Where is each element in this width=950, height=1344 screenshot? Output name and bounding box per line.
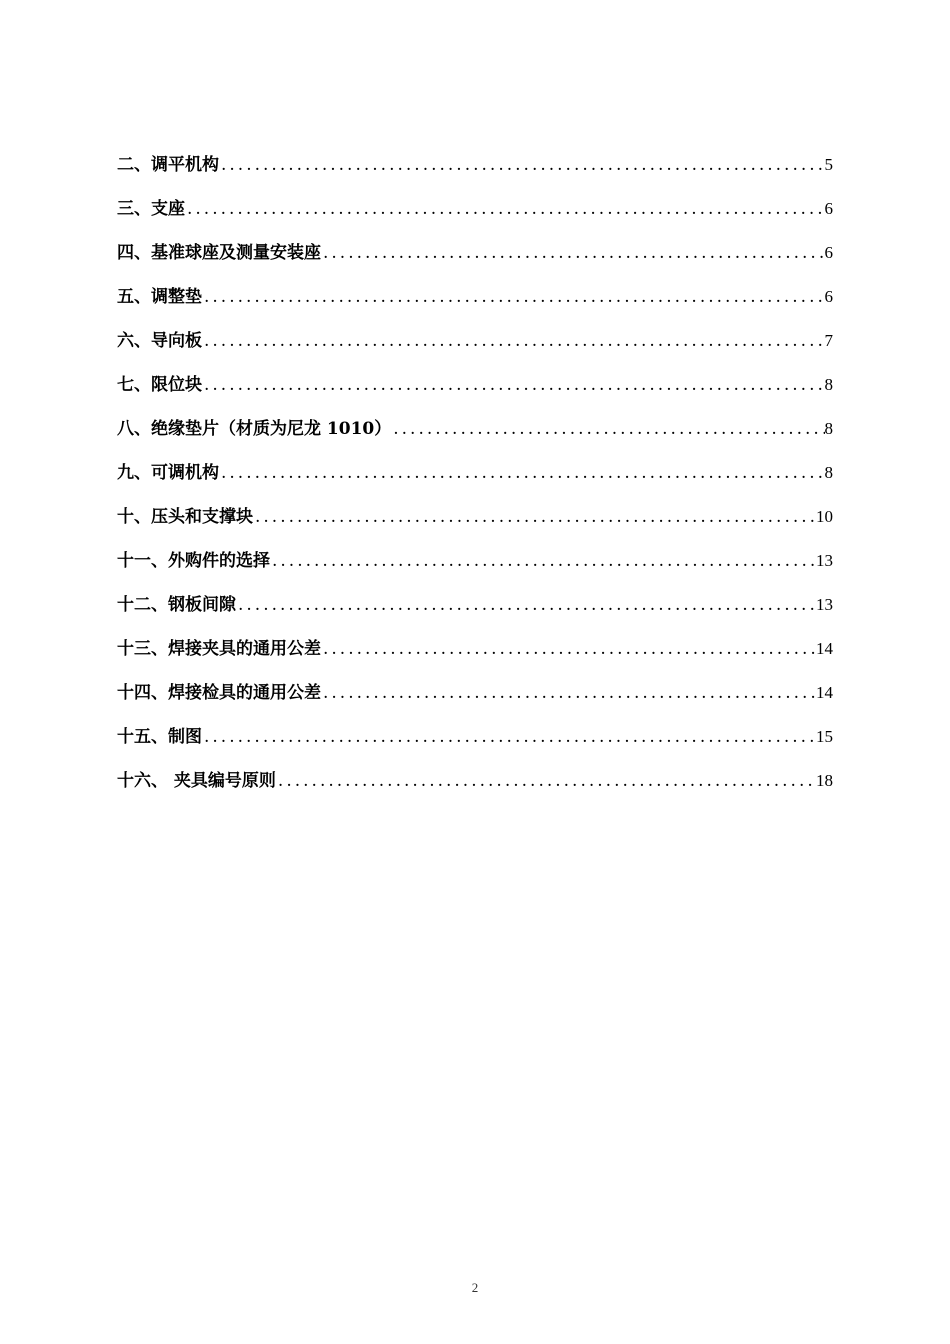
toc-entry-title: 五、调整垫 bbox=[117, 287, 202, 307]
toc-dot-leader bbox=[321, 683, 816, 703]
toc-entry[interactable] bbox=[117, 722, 833, 766]
toc-entry[interactable] bbox=[117, 238, 833, 282]
toc-entry[interactable] bbox=[117, 502, 833, 546]
toc-entry[interactable] bbox=[117, 634, 833, 678]
toc-entry-page: 6 bbox=[824, 287, 833, 306]
toc-dot-leader bbox=[219, 463, 825, 483]
toc-entry-title: 十、压头和支撑块 bbox=[117, 507, 253, 527]
toc-entry-page: 6 bbox=[824, 243, 833, 262]
toc-entry-title: 九、可调机构 bbox=[117, 463, 219, 483]
toc-entry-title: 二、调平机构 bbox=[117, 155, 219, 175]
toc-dot-leader bbox=[202, 375, 825, 395]
toc-entry[interactable] bbox=[117, 766, 833, 810]
toc-dot-leader bbox=[185, 199, 825, 219]
toc-entry-page: 14 bbox=[816, 639, 833, 658]
toc-entry-page: 7 bbox=[824, 331, 833, 350]
toc-dot-leader bbox=[253, 507, 816, 527]
toc-entry-page: 15 bbox=[816, 727, 833, 746]
toc-dot-leader bbox=[321, 639, 816, 659]
toc-entry-page: 8 bbox=[824, 463, 833, 482]
toc-dot-leader bbox=[321, 243, 825, 263]
toc-dot-leader bbox=[202, 331, 825, 351]
toc-entry[interactable] bbox=[117, 326, 833, 370]
toc-entry[interactable] bbox=[117, 458, 833, 502]
toc-entry-title: 四、基准球座及测量安装座 bbox=[117, 243, 321, 263]
toc-entry[interactable] bbox=[117, 370, 833, 414]
toc-entry-page: 6 bbox=[824, 199, 833, 218]
toc-dot-leader bbox=[202, 727, 816, 747]
page-number: 2 bbox=[471, 1280, 479, 1295]
toc-entry-page: 8 bbox=[824, 419, 833, 438]
toc-entry-title: 十六、 夹具编号原则 bbox=[117, 771, 276, 791]
table-of-contents bbox=[117, 150, 833, 810]
toc-entry-page: 10 bbox=[816, 507, 833, 526]
toc-entry-title: 三、支座 bbox=[117, 199, 185, 219]
toc-entry-page: 13 bbox=[816, 551, 833, 570]
toc-dot-leader bbox=[270, 551, 816, 571]
toc-dot-leader bbox=[236, 595, 816, 615]
toc-entry[interactable] bbox=[117, 150, 833, 194]
toc-entry-title: 十四、焊接检具的通用公差 bbox=[117, 683, 321, 703]
toc-entry-title: 六、导向板 bbox=[117, 331, 202, 351]
toc-entry-page: 8 bbox=[824, 375, 833, 394]
toc-entry-title: 十五、制图 bbox=[117, 727, 202, 747]
toc-entry-page: 18 bbox=[816, 771, 833, 790]
toc-entry-page: 5 bbox=[824, 155, 833, 174]
toc-entry-page: 13 bbox=[816, 595, 833, 614]
toc-entry-title: 八、绝缘垫片（材质为尼龙 1010） bbox=[117, 419, 392, 439]
toc-entry[interactable] bbox=[117, 546, 833, 590]
toc-entry[interactable] bbox=[117, 414, 833, 458]
toc-dot-leader bbox=[276, 771, 816, 791]
toc-dot-leader bbox=[391, 419, 824, 439]
toc-dot-leader bbox=[219, 155, 825, 175]
toc-entry-title: 十三、焊接夹具的通用公差 bbox=[117, 639, 321, 659]
toc-entry[interactable] bbox=[117, 678, 833, 722]
toc-entry-title: 十二、钢板间隙 bbox=[117, 595, 236, 615]
toc-entry-title: 七、限位块 bbox=[117, 375, 202, 395]
toc-dot-leader bbox=[202, 287, 825, 307]
toc-entry[interactable] bbox=[117, 194, 833, 238]
toc-entry[interactable] bbox=[117, 590, 833, 634]
toc-entry-page: 14 bbox=[816, 683, 833, 702]
toc-entry-title: 十一、外购件的选择 bbox=[117, 551, 270, 571]
toc-entry[interactable] bbox=[117, 282, 833, 326]
